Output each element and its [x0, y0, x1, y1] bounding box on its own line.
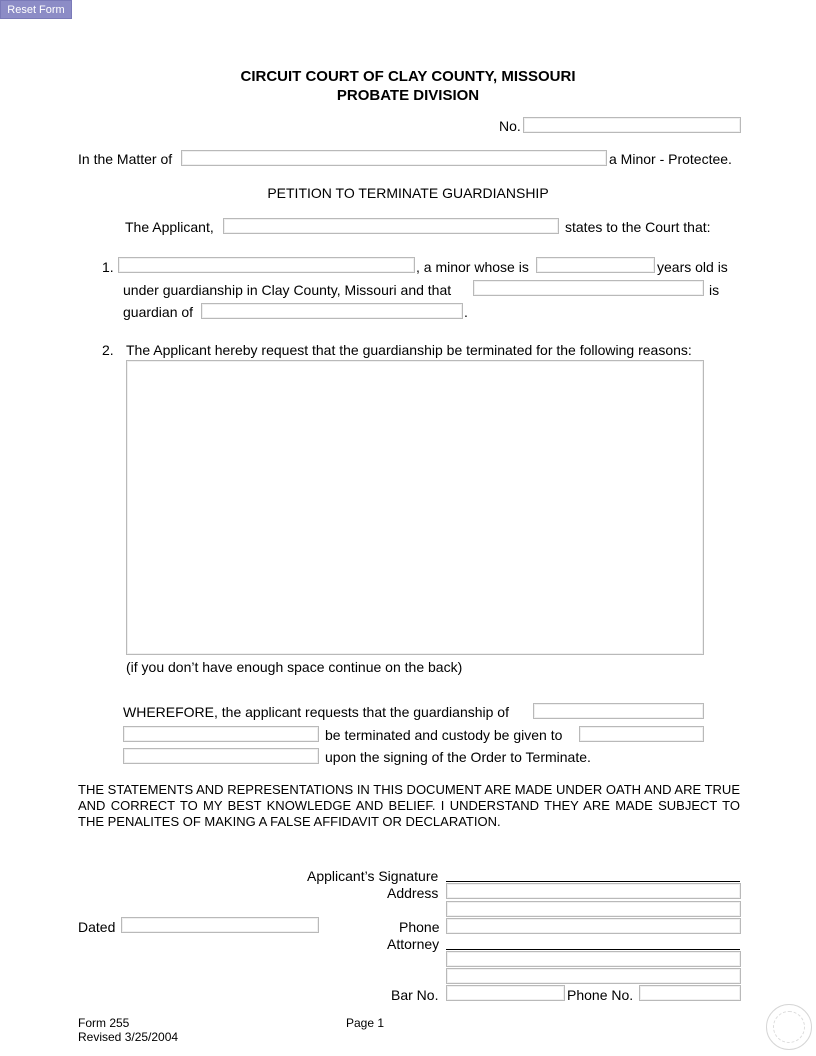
is-text: is — [709, 282, 720, 298]
reasons-textarea[interactable] — [126, 360, 704, 655]
form-number: Form 255 — [78, 1016, 130, 1030]
attorney-address-field-2[interactable] — [446, 968, 741, 984]
case-no-field[interactable] — [523, 117, 741, 133]
form-revised-date: Revised 3/25/2004 — [78, 1030, 179, 1044]
petition-title: PETITION TO TERMINATE GUARDIANSHIP — [267, 185, 549, 201]
case-no-label: No. — [499, 118, 521, 134]
wherefore-line-3: upon the signing of the Order to Terminate. — [325, 749, 591, 765]
applicant-signature-line[interactable] — [446, 881, 740, 882]
years-old-text: years old is — [657, 259, 728, 275]
item-2-number: 2. — [102, 342, 114, 358]
court-title: CIRCUIT COURT OF CLAY COUNTY, MISSOURI — [240, 68, 576, 85]
guardian-of-period: . — [464, 304, 468, 320]
custody-given-to-field-2[interactable] — [123, 748, 319, 764]
attorney-address-field-1[interactable] — [446, 951, 741, 967]
bar-no-field[interactable] — [446, 985, 565, 1001]
reasons-intro-text: The Applicant hereby request that the guardianship be terminated for the following reasons: — [126, 342, 692, 358]
applicant-suffix: states to the Court that: — [565, 219, 711, 235]
applicant-signature-label: Applicant’s Signature — [307, 868, 439, 884]
applicant-name-field[interactable] — [223, 218, 559, 234]
dated-label: Dated — [78, 919, 116, 935]
court-seal-icon — [766, 1004, 812, 1050]
phone-field[interactable] — [446, 918, 741, 934]
item-1-number: 1. — [102, 259, 114, 275]
page-number: Page 1 — [346, 1016, 385, 1030]
address-field-2[interactable] — [446, 901, 741, 917]
guardian-of-field[interactable] — [201, 303, 463, 319]
continue-on-back-note: (if you don’t have enough space continue on the back) — [126, 659, 463, 675]
attorney-phone-field[interactable] — [639, 985, 741, 1001]
attorney-phone-label: Phone No. — [567, 987, 634, 1003]
oath-statement: THE STATEMENTS AND REPRESENTATIONS IN THIS DOCUMENT ARE MADE UNDER OATH AND ARE TRUE AND CORRECT TO MY BEST KNOWLEDGE AND BELIEF. I UNDERSTAND THEY ARE MADE SUBJECT TO THE PENALITES OF MAKING A FALSE AFFIDAVIT OR DECLARATION. — [78, 782, 740, 829]
matter-suffix: a Minor - Protectee. — [609, 151, 732, 167]
wherefore-line-1: WHEREFORE, the applicant requests that the guardianship of — [123, 704, 509, 720]
attorney-label: Attorney — [387, 936, 440, 952]
guardianship-of-field[interactable] — [533, 703, 704, 719]
reset-form-button[interactable]: Reset Form — [0, 0, 72, 19]
minor-full-name-field[interactable] — [118, 257, 415, 273]
dated-field[interactable] — [121, 917, 319, 933]
custody-given-to-field[interactable] — [579, 726, 704, 742]
minor-whose-text: , a minor whose is — [416, 259, 529, 275]
guardianship-of-field-2[interactable] — [123, 726, 319, 742]
guardian-of-text: guardian of — [123, 304, 194, 320]
division-title: PROBATE DIVISION — [336, 87, 480, 104]
guardian-name-field[interactable] — [473, 280, 704, 296]
address-label: Address — [387, 885, 439, 901]
phone-label: Phone — [399, 919, 440, 935]
address-field-1[interactable] — [446, 883, 741, 899]
guardianship-county-text: under guardianship in Clay County, Missouri and that — [123, 282, 452, 298]
minor-name-field[interactable] — [181, 150, 607, 166]
applicant-prefix: The Applicant, — [125, 219, 214, 235]
minor-age-field[interactable] — [536, 257, 655, 273]
matter-prefix: In the Matter of — [78, 151, 173, 167]
wherefore-line-2: be terminated and custody be given to — [325, 727, 563, 743]
bar-no-label: Bar No. — [391, 987, 439, 1003]
attorney-signature-line[interactable] — [446, 949, 740, 950]
